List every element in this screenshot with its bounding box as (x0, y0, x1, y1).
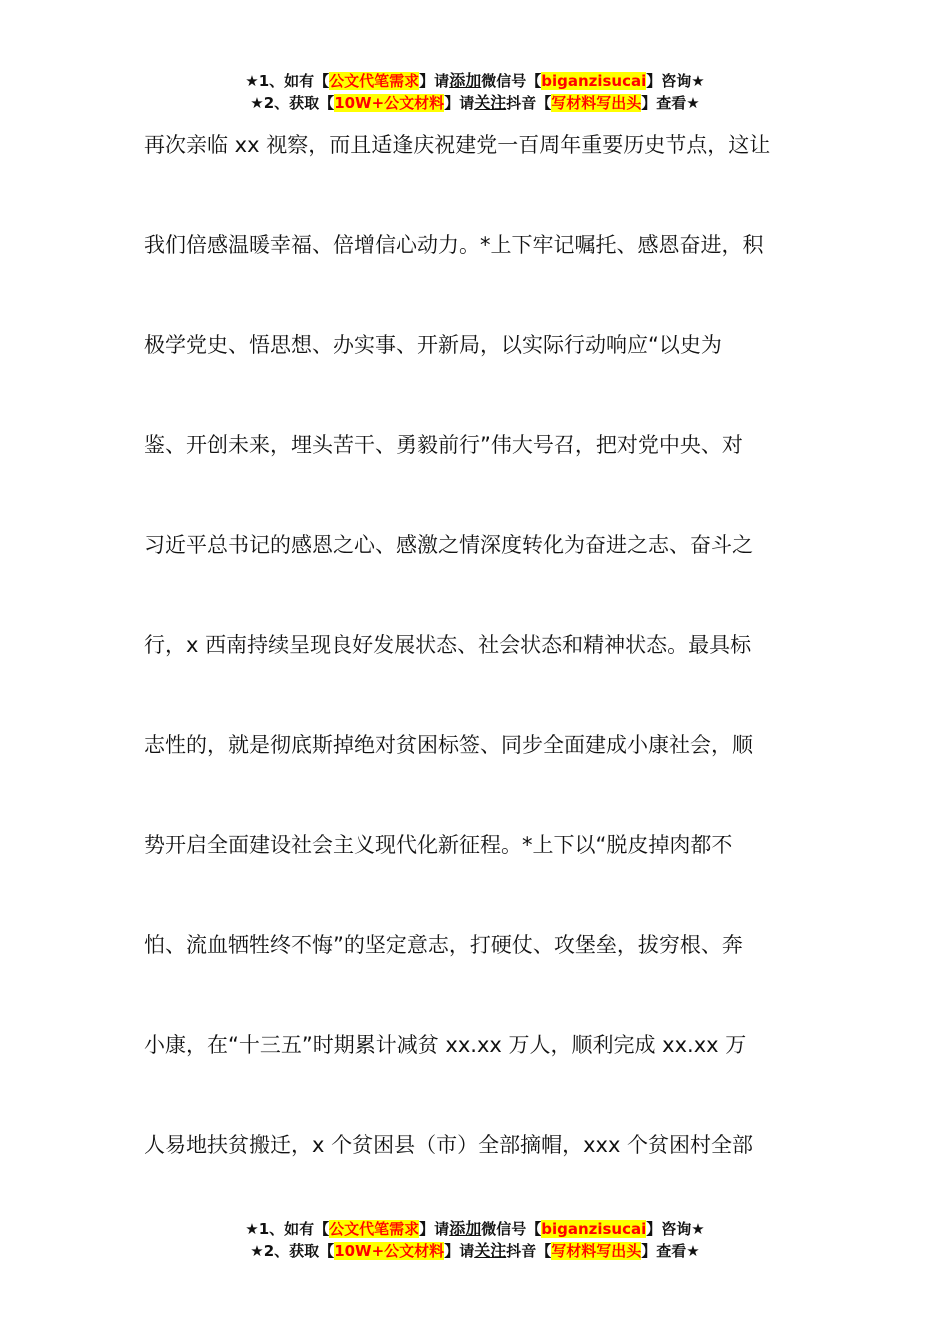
banner-text: 】咨询★ (646, 1220, 705, 1238)
banner-text: 】咨询★ (646, 72, 705, 90)
banner-text: 】请 (419, 1220, 450, 1238)
paragraph-line: 极学党史、悟思想、办实事、开新局，以实际行动响应“以史为 (144, 333, 722, 357)
banner-douyin-id: 写材料写出头 (551, 1242, 642, 1260)
footer-banner-line-1 (0, 1218, 950, 1240)
header-banner (0, 70, 950, 114)
banner-underline: 关注 (474, 1241, 507, 1260)
banner-wechat-id: biganzisucai (541, 72, 647, 90)
banner-underline: 关注 (474, 93, 507, 112)
banner-text: 抖音【 (506, 1242, 552, 1260)
banner-text: 抖音【 (506, 94, 552, 112)
banner-highlight: 公文代笔需求 (329, 72, 420, 90)
banner-text: 微信号【 (481, 72, 542, 90)
footer-banner (0, 1218, 950, 1262)
banner-douyin-id: 写材料写出头 (551, 94, 642, 112)
paragraph-line: 志性的，就是彻底斯掉绝对贫困标签、同步全面建成小康社会，顺 (144, 733, 753, 757)
banner-underline: 添加 (449, 71, 482, 90)
banner-underline: 添加 (449, 1219, 482, 1238)
footer-banner-line-2 (0, 1240, 950, 1262)
document-body (144, 120, 824, 1220)
banner-text: 】请 (444, 1242, 475, 1260)
banner-text: ★1、如有【 (245, 72, 330, 90)
header-banner-line-2 (0, 92, 950, 114)
paragraph-line: 我们倍感温暖幸福、倍增信心动力。*上下牢记嘱托、感恩奋进，积 (144, 233, 764, 257)
banner-text: 】请 (444, 94, 475, 112)
banner-highlight: 10W+公文材料 (334, 94, 445, 112)
banner-text: ★1、如有【 (245, 1220, 330, 1238)
banner-text: 】查看★ (641, 94, 700, 112)
banner-text: ★2、获取【 (250, 94, 335, 112)
banner-text: 】请 (419, 72, 450, 90)
banner-text: 】查看★ (641, 1242, 700, 1260)
paragraph-line: 行，x 西南持续呈现良好发展状态、社会状态和精神状态。最具标 (144, 633, 752, 657)
header-banner-line-1 (0, 70, 950, 92)
banner-highlight: 公文代笔需求 (329, 1220, 420, 1238)
banner-highlight: 10W+公文材料 (334, 1242, 445, 1260)
paragraph-line: 习近平总书记的感恩之心、感激之情深度转化为奋进之志、奋斗之 (144, 533, 753, 557)
banner-text: ★2、获取【 (250, 1242, 335, 1260)
paragraph-line: 势开启全面建设社会主义现代化新征程。*上下以“脱皮掉肉都不 (144, 833, 733, 857)
paragraph-line: 怕、流血牺牲终不悔”的坚定意志，打硬仗、攻堡垒，拔穷根、奔 (144, 933, 743, 957)
banner-wechat-id: biganzisucai (541, 1220, 647, 1238)
paragraph-line: 小康，在“十三五”时期累计减贫 xx.xx 万人，顺利完成 xx.xx 万 (144, 1033, 747, 1057)
paragraph-line: 再次亲临 xx 视察，而且适逢庆祝建党一百周年重要历史节点，这让 (144, 133, 771, 157)
paragraph-line: 鉴、开创未来，埋头苦干、勇毅前行”伟大号召，把对党中央、对 (144, 433, 743, 457)
paragraph-line: 人易地扶贫搬迁，x 个贫困县（市）全部摘帽，xxx 个贫困村全部 (144, 1133, 754, 1157)
banner-text: 微信号【 (481, 1220, 542, 1238)
